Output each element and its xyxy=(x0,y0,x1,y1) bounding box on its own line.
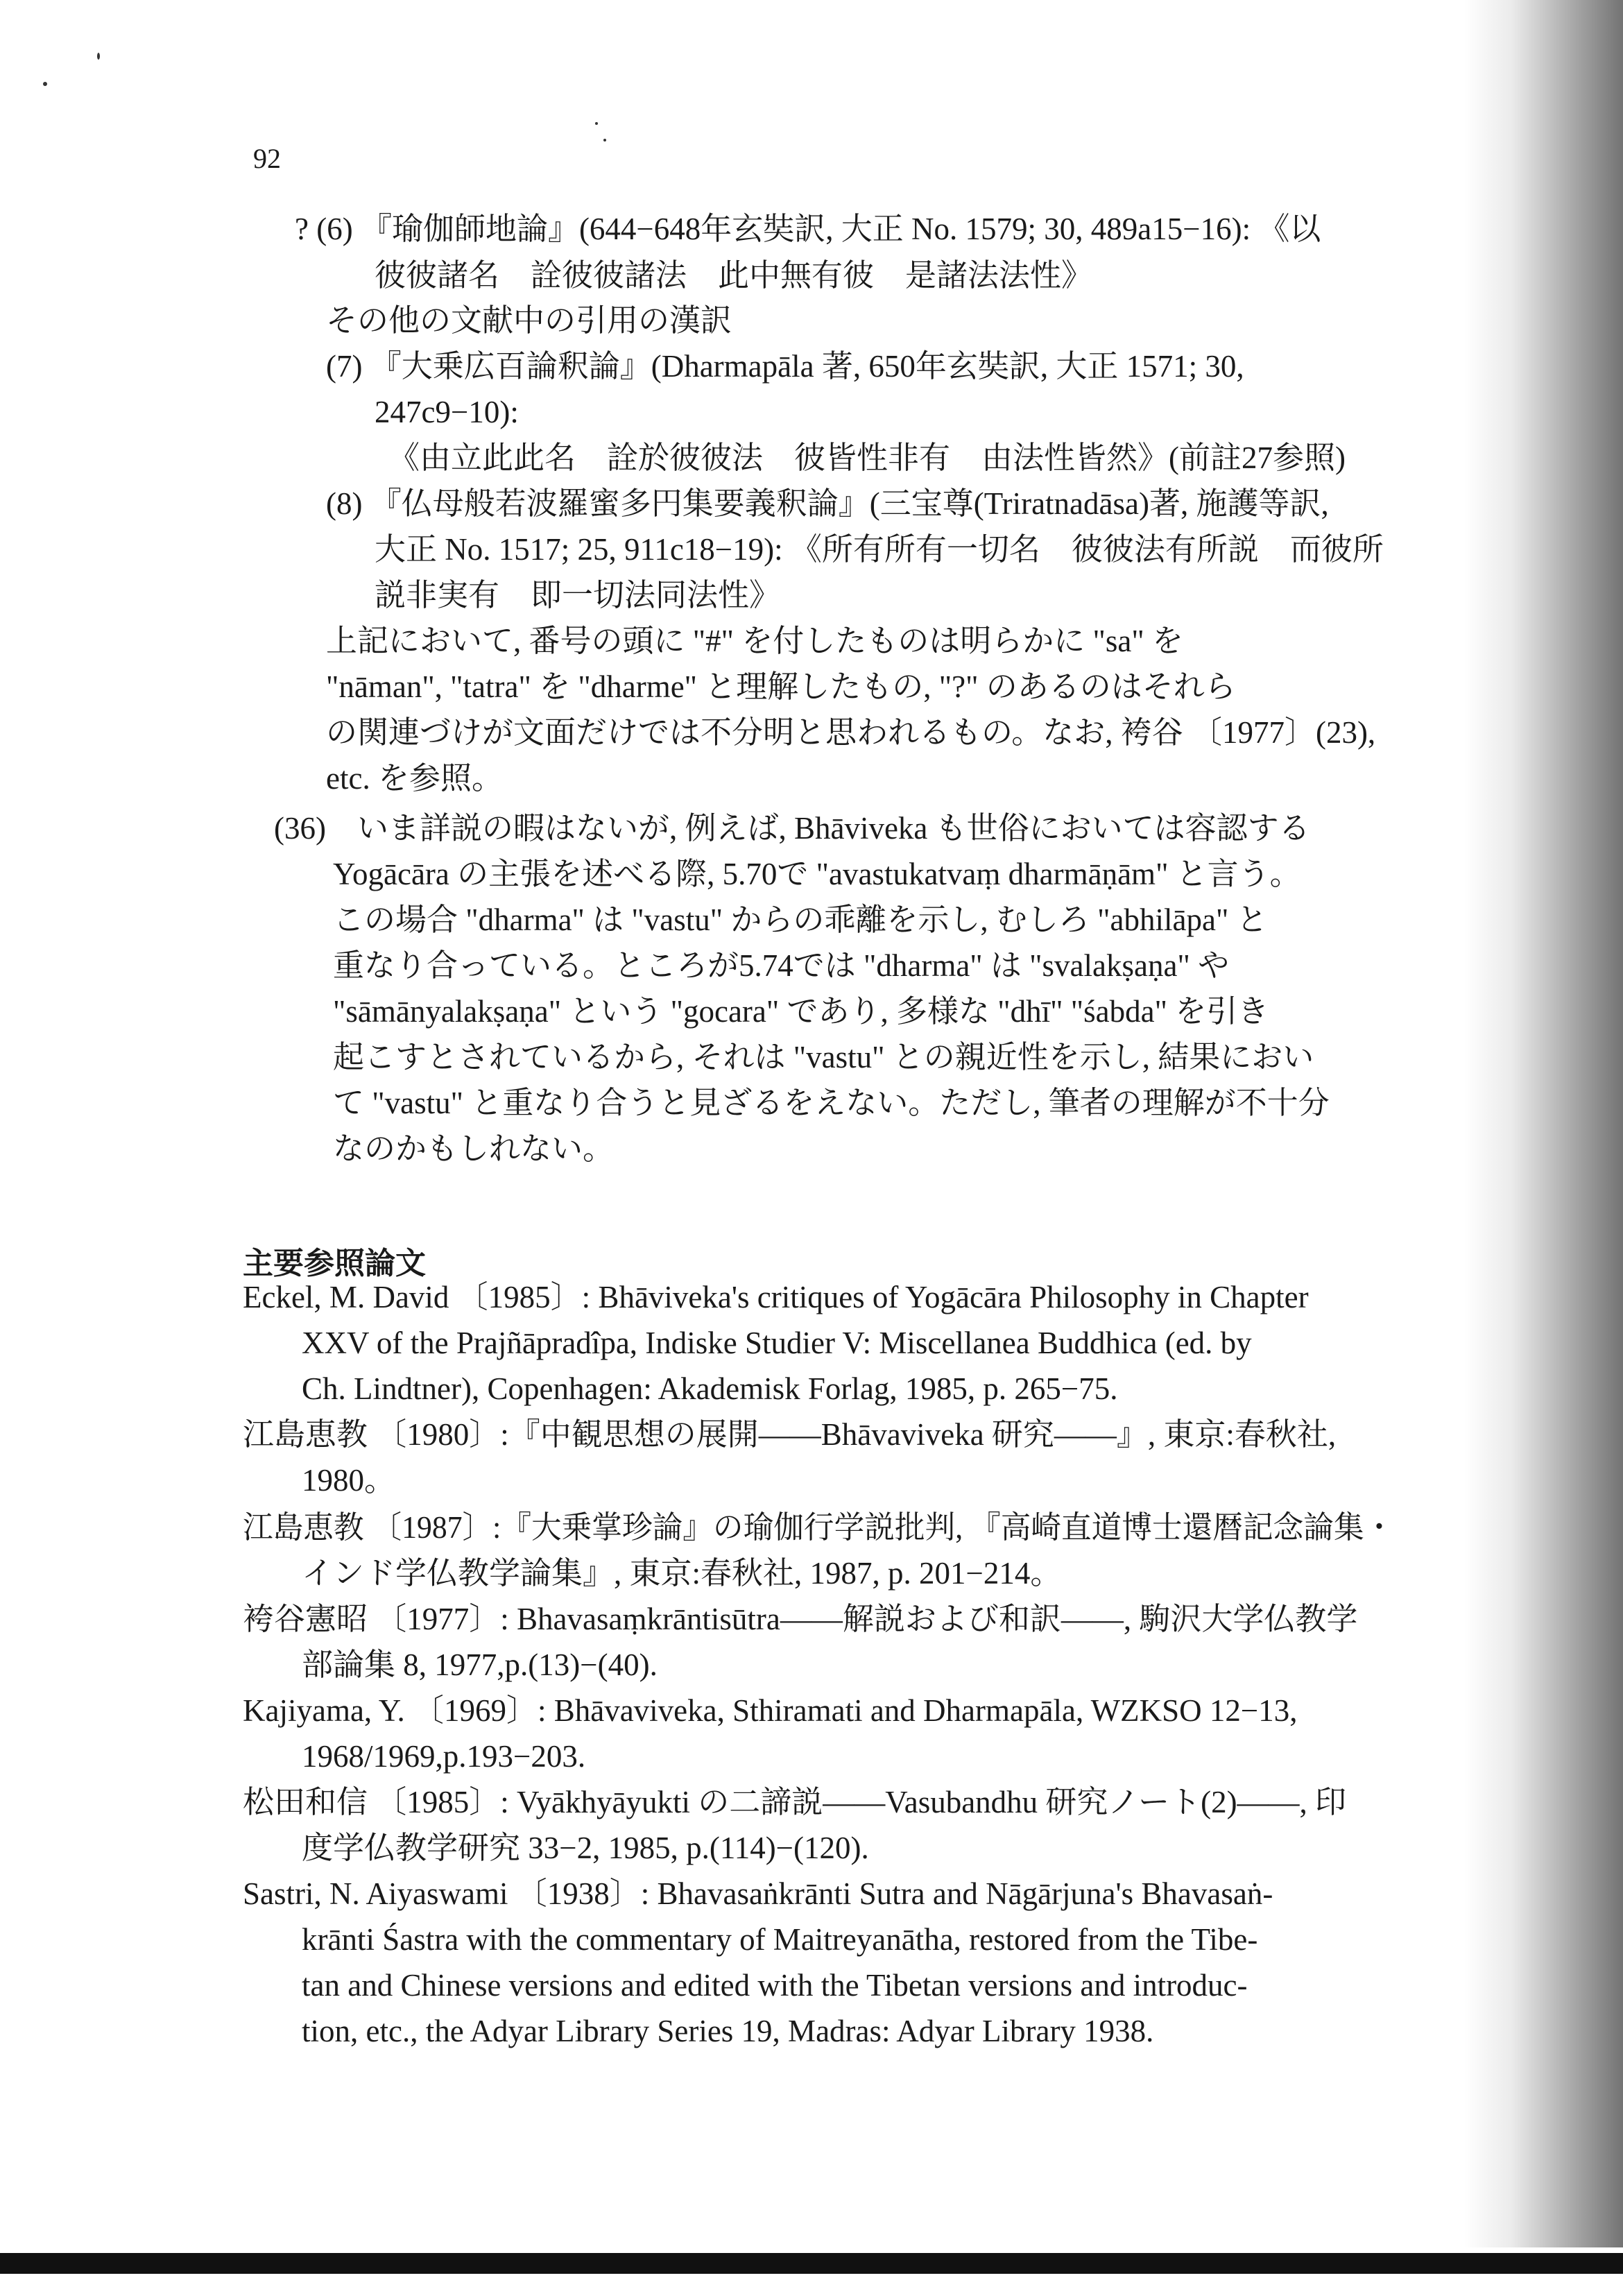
scan-speck xyxy=(603,139,606,142)
reference-line: インド学仏教学論集』, 東京:春秋社, 1987, p. 201−214。 xyxy=(302,1556,1062,1591)
note-36-line: (36) いま詳説の暇はないが, 例えば, Bhāviveka も世俗においては容認する xyxy=(274,811,1310,846)
reference-line: Kajiyama, Y. 〔1969〕: Bhāvaviveka, Sthiramati and Dharmapāla, WZKSO 12−13, xyxy=(243,1693,1298,1728)
reference-line: Sastri, N. Aiyaswami 〔1938〕: Bhavasaṅkrānti Sutra and Nāgārjuna's Bhavasaṅ- xyxy=(243,1876,1273,1911)
scan-speck xyxy=(43,82,47,86)
scan-speck xyxy=(97,53,100,60)
note-line: etc. を参照。 xyxy=(326,761,503,796)
note-36-line: 重なり合っている。ところが5.74では "dharma" は "svalakṣaṇa" や xyxy=(333,948,1230,983)
note-36-line: Yogācāra の主張を述べる際, 5.70で "avastukatvaṃ dharmāṇām" と言う。 xyxy=(333,857,1301,891)
reference-line: tion, etc., the Adyar Library Series 19, Madras: Adyar Library 1938. xyxy=(302,2014,1154,2048)
scan-bottom-border xyxy=(0,2253,1623,2274)
reference-line: 江島恵教 〔1987〕:『大乗掌珍論』の瑜伽行学説批判, 『高崎直道博士還暦記念論集・ xyxy=(243,1510,1395,1545)
note-line: (8) 『仏母般若波羅蜜多円集要義釈論』(三宝尊(Triratnadāsa)著, 施護等訳, xyxy=(326,486,1329,521)
reference-line: 1968/1969,p.193−203. xyxy=(302,1739,586,1774)
note-line: その他の文献中の引用の漢訳 xyxy=(326,303,732,338)
reference-line: XXV of the Prajñāpradîpa, Indiske Studier V: Miscellanea Buddhica (ed. by xyxy=(302,1326,1252,1360)
scan-edge-shadow xyxy=(1463,0,1623,2247)
note-line: (7) 『大乗広百論釈論』(Dharmapāla 著, 650年玄奘訳, 大正 1571; 30, xyxy=(326,349,1244,384)
reference-line: Eckel, M. David 〔1985〕: Bhāviveka's critiques of Yogācāra Philosophy in Chapter xyxy=(243,1280,1309,1314)
note-line: 247c9−10): xyxy=(375,395,519,429)
note-line: 《由立此此名 詮於彼彼法 彼皆性非有 由法性皆然》(前註27参照) xyxy=(388,440,1346,475)
note-line: 大正 No. 1517; 25, 911c18−19): 《所有所有一切名 彼彼法有所説 而彼所 xyxy=(375,532,1384,567)
note-line: "nāman", "tatra" を "dharme" と理解したもの, "?" のあるのはそれら xyxy=(326,669,1236,704)
page-number: 92 xyxy=(253,143,281,174)
reference-line: krānti Śastra with the commentary of Maitreyanātha, restored from the Tibe- xyxy=(302,1922,1258,1957)
note-36-line: この場合 "dharma" は "vastu" からの乖離を示し, むしろ "abhilāpa" と xyxy=(333,902,1268,937)
note-36-line: て "vastu" と重なり合うと見ざるをえない。ただし, 筆者の理解が不十分 xyxy=(333,1086,1330,1120)
note-36-line: "sāmānyalakṣaṇa" という "gocara" であり, 多様な "dhī" "śabda" を引き xyxy=(333,994,1269,1029)
note-36-line: なのかもしれない。 xyxy=(333,1131,615,1166)
note-line: 説非実有 即一切法同法性》 xyxy=(375,578,781,612)
note-line: の関連づけが文面だけでは不分明と思われるもの。なお, 袴谷 〔1977〕(23), xyxy=(326,715,1376,750)
note-line: ? (6) 『瑜伽師地論』(644−648年玄奘訳, 大正 No. 1579; 30, 489a15−16): 《以 xyxy=(295,212,1321,246)
note-line: 彼彼諸名 詮彼彼諸法 此中無有彼 是諸法法性》 xyxy=(375,258,1093,293)
note-line: 上記において, 番号の頭に "#" を付したものは明らかに "sa" を xyxy=(326,624,1183,658)
reference-line: 度学仏教学研究 33−2, 1985, p.(114)−(120). xyxy=(302,1831,869,1865)
references-heading: 主要参照論文 xyxy=(243,1246,426,1281)
reference-line: Ch. Lindtner), Copenhagen: Akademisk Forlag, 1985, p. 265−75. xyxy=(302,1371,1118,1406)
reference-line: 1980。 xyxy=(302,1463,396,1498)
note-36-line: 起こすとされているから, それは "vastu" との親近性を示し, 結果におい xyxy=(333,1040,1314,1074)
reference-line: 松田和信 〔1985〕: Vyākhyāyukti の二諦説——Vasubandhu 研究ノート(2)——, 印 xyxy=(243,1785,1347,1819)
reference-line: 部論集 8, 1977,p.(13)−(40). xyxy=(302,1647,658,1682)
scan-speck xyxy=(595,122,598,125)
reference-line: 江島恵教 〔1980〕:『中観思想の展開——Bhāvaviveka 研究——』, 東京:春秋社, xyxy=(243,1417,1337,1452)
reference-line: 袴谷憲昭 〔1977〕: Bhavasaṃkrāntisūtra——解説および和訳——, 駒沢大学仏教学 xyxy=(243,1602,1358,1636)
reference-line: tan and Chinese versions and edited with the Tibetan versions and introduc- xyxy=(302,1968,1248,2003)
